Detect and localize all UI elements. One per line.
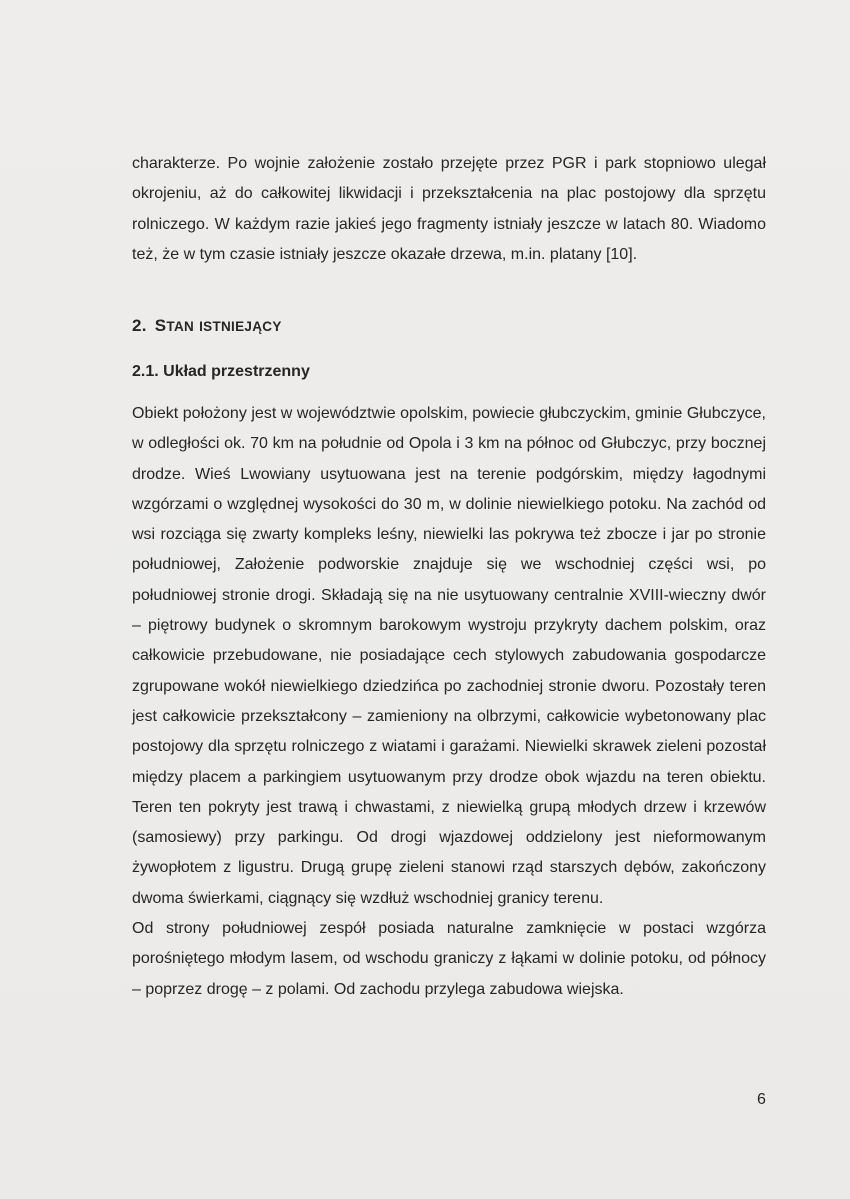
section-title-initial: S (154, 316, 167, 335)
section-title-word-1: TAN (166, 319, 195, 334)
subsection-heading: 2.1. Układ przestrzenny (132, 363, 310, 380)
section-number: 2. (132, 316, 147, 335)
body-paragraph-1: Obiekt położony jest w województwie opolskim, powiecie głubczyckim, gminie Głubczyce, w odległości ok. 70 km na południe od Opola i 3 km na północ od Głubczyc, przy bocznej drodze. Wieś Lwowiany usytuowana jest na terenie podgórskim, między łagodnymi wzgórzami o względnej wysokości do 30 m, w dolinie niewielkiego potoku. Na zachód od wsi rozciąga się zwarty kompleks leśny, niewielki las pokrywa też zbocze i jar po stronie południowej, Założenie podworskie znajduje się we wschodniej części wsi, po południowej stronie drogi. Składają się na nie usytuowany centralnie XVIII-wieczny dwór – piętrowy budynek o skromnym barokowym wystroju przykryty dachem polskim, oraz całkowicie przebudowane, nie posiadające cech stylowych zabudowania gospodarcze zgrupowane wokół niewielkiego dziedzińca po zachodniej stronie dworu. Pozostały teren jest całkowicie przekształcony – zamieniony na olbrzymi, całkowicie wybetonowany plac postojowy dla sprzętu rolniczego z wiatami i garażami. Niewielki skrawek zieleni pozostał między placem a parkingiem usytuowanym przy drodze obok wjazdu na teren obiektu. Teren ten pokryty jest trawą i chwastami, z niewielką grupą młodych drzew i krzewów (samosiewy) przy parkingu. Od drogi wjazdowej oddzielony jest nieformowanym żywopłotem z ligustru. Drugą grupę zieleni stanowi rząd starszych dębów, zakończony dwoma świerkami, ciągnący się wzdłuż wschodniej granicy terenu. (132, 405, 766, 907)
section-title-word-2: ISTNIEJĄCY (199, 319, 282, 334)
body-text (132, 399, 766, 1005)
section-heading (132, 315, 282, 338)
body-paragraph-2: Od strony południowej zespół posiada naturalne zamknięcie w postaci wzgórza porośniętego młodym lasem, od wschodu graniczy z łąkami w dolinie potoku, od północy – poprzez drogę – z polami. Od zachodu przylega zabudowa wiejska. (132, 920, 766, 998)
intro-paragraph: charakterze. Po wojnie założenie zostało przejęte przez PGR i park stopniowo ulegał okrojeniu, aż do całkowitej likwidacji i przekształcenia na plac postojowy dla sprzętu rolniczego. W każdym razie jakieś jego fragmenty istniały jeszcze w latach 80. Wiadomo też, że w tym czasie istniały jeszcze okazałe drzewa, m.in. platany [10]. (132, 155, 766, 263)
page-number: 6 (757, 1091, 766, 1108)
